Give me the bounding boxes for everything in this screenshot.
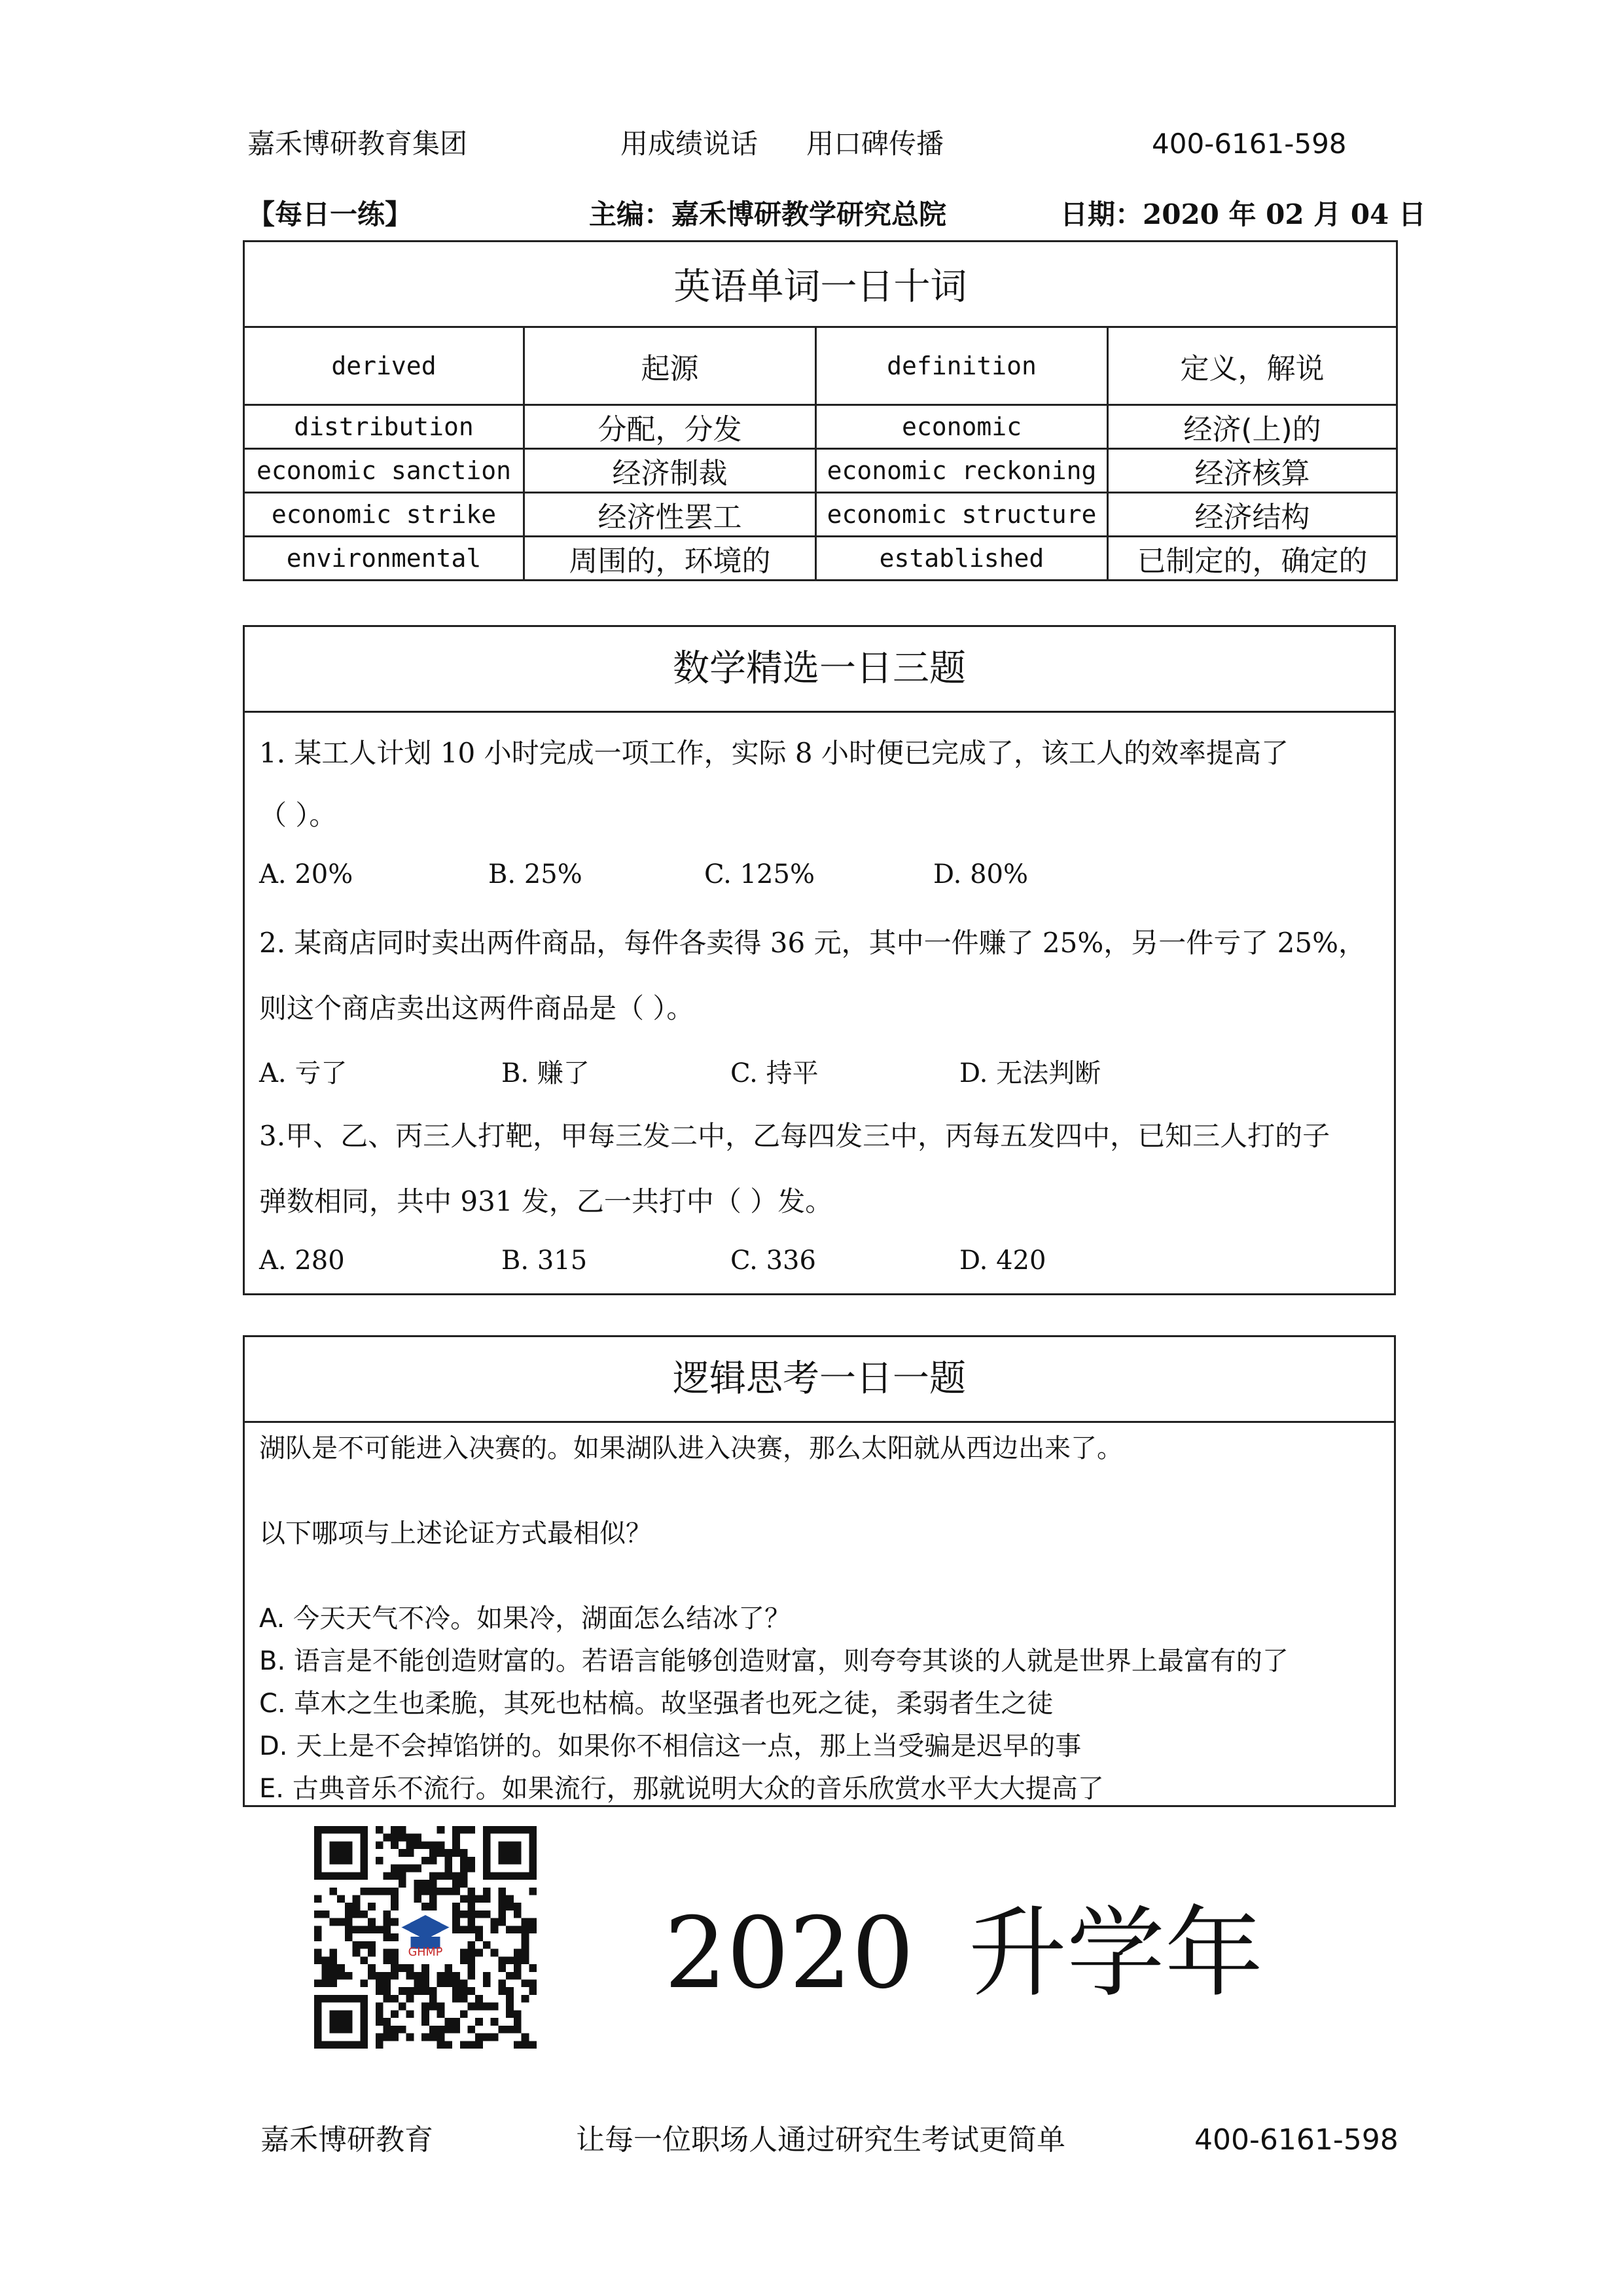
math-q3-option-a: A. 280 — [259, 1246, 345, 1276]
logic-option-c: C. 草木之生也柔脆，其死也枯槁。故坚强者也死之徒，柔弱者生之徒 — [259, 1689, 1054, 1719]
logic-stem: 湖队是不可能进入决赛的。如果湖队进入决赛，那么太阳就从西边出来了。 — [259, 1433, 1123, 1463]
date-label: 日期：2020 年 02 月 04 日 — [1060, 198, 1426, 230]
vocab-word: economic strike — [244, 493, 524, 537]
table-row — [244, 405, 1397, 449]
math-q2-option-d: D. 无法判断 — [959, 1058, 1101, 1088]
editor-label: 主编：嘉禾博研教学研究总院 — [589, 198, 947, 230]
logic-option-d: D. 天上是不会掉馅饼的。如果你不相信这一点，那上当受骗是迟早的事 — [259, 1731, 1082, 1761]
math-q2-option-a: A. 亏了 — [259, 1058, 348, 1088]
vocab-meaning: 起源 — [524, 327, 816, 405]
table-row — [244, 493, 1397, 537]
math-q3-line1: 3.甲、乙、丙三人打靶，甲每三发二中，乙每四发三中，丙每五发四中，已知三人打的子 — [259, 1120, 1330, 1152]
header-slogan-1: 用成绩说话 — [620, 128, 758, 160]
header-org: 嘉禾博研教育集团 — [247, 128, 468, 160]
logic-question: 以下哪项与上述论证方式最相似？ — [259, 1518, 652, 1549]
table-row — [244, 327, 1397, 405]
footer-phone: 400-6161-598 — [1194, 2123, 1399, 2157]
math-section — [243, 625, 1396, 1295]
logic-section — [243, 1335, 1396, 1807]
banner-text: 升学年 — [969, 1897, 1264, 2011]
math-q3-option-b: B. 315 — [501, 1246, 588, 1276]
vocab-table — [243, 240, 1398, 581]
vocab-word: distribution — [244, 405, 524, 449]
math-q3-line2: 弹数相同，共中 931 发，乙一共打中（ ）发。 — [259, 1185, 833, 1217]
math-q2-option-b: B. 赚了 — [501, 1058, 590, 1088]
logic-title: 逻辑思考一日一题 — [245, 1337, 1394, 1423]
table-row — [244, 537, 1397, 581]
math-q3-option-c: C. 336 — [730, 1246, 816, 1276]
vocab-meaning: 周围的，环境的 — [524, 537, 816, 581]
header-slogan-2: 用口碑传播 — [806, 128, 944, 160]
math-q2-line1: 2. 某商店同时卖出两件商品，每件各卖得 36 元，其中一件赚了 25%，另一件亏了 25%， — [259, 927, 1366, 959]
math-q1-option-b: B. 25% — [488, 859, 582, 889]
footer-org: 嘉禾博研教育 — [260, 2123, 433, 2157]
math-q3-option-d: D. 420 — [959, 1246, 1046, 1276]
table-row — [244, 449, 1397, 493]
math-q1-line2: （ ）。 — [259, 799, 337, 831]
vocab-word: economic structure — [816, 493, 1108, 537]
vocab-meaning: 分配，分发 — [524, 405, 816, 449]
vocab-meaning: 经济制裁 — [524, 449, 816, 493]
math-q1-line1: 1. 某工人计划 10 小时完成一项工作，实际 8 小时便已完成了，该工人的效率提高了 — [259, 737, 1289, 769]
vocab-word: economic reckoning — [816, 449, 1108, 493]
math-q1-option-d: D. 80% — [933, 859, 1028, 889]
vocab-word: environmental — [244, 537, 524, 581]
vocab-meaning: 定义，解说 — [1108, 327, 1397, 405]
vocab-meaning: 经济(上)的 — [1108, 405, 1397, 449]
math-q1-option-a: A. 20% — [259, 859, 353, 889]
footer-slogan: 让每一位职场人通过研究生考试更简单 — [576, 2123, 1065, 2157]
vocab-meaning: 经济结构 — [1108, 493, 1397, 537]
logo-icon — [399, 1910, 452, 1964]
qr-logo-text: GHMP — [408, 1946, 443, 1960]
vocab-meaning: 已制定的，确定的 — [1108, 537, 1397, 581]
vocab-meaning: 经济性罢工 — [524, 493, 816, 537]
vocab-word: definition — [816, 327, 1108, 405]
banner-year: 2020 — [664, 1897, 914, 2011]
math-q2-option-c: C. 持平 — [730, 1058, 819, 1088]
math-title: 数学精选一日三题 — [245, 627, 1394, 713]
logic-option-b: B. 语言是不能创造财富的。若语言能够创造财富，则夸夸其谈的人就是世界上最富有的了 — [259, 1646, 1289, 1676]
math-q1-option-c: C. 125% — [704, 859, 815, 889]
logic-option-a: A. 今天天气不冷。如果冷，湖面怎么结冰了？ — [259, 1604, 791, 1634]
qr-code — [314, 1826, 537, 2049]
math-q2-line2: 则这个商店卖出这两件商品是（ ）。 — [259, 992, 694, 1024]
vocab-word: economic sanction — [244, 449, 524, 493]
vocab-word: derived — [244, 327, 524, 405]
logic-option-e: E. 古典音乐不流行。如果流行，那就说明大众的音乐欣赏水平大大提高了 — [259, 1774, 1104, 1804]
vocab-meaning: 经济核算 — [1108, 449, 1397, 493]
section-label: 【每日一练】 — [247, 198, 413, 230]
vocab-word: established — [816, 537, 1108, 581]
vocab-title: 英语单词一日十词 — [244, 242, 1397, 327]
header-phone: 400-6161-598 — [1152, 128, 1347, 160]
vocab-word: economic — [816, 405, 1108, 449]
